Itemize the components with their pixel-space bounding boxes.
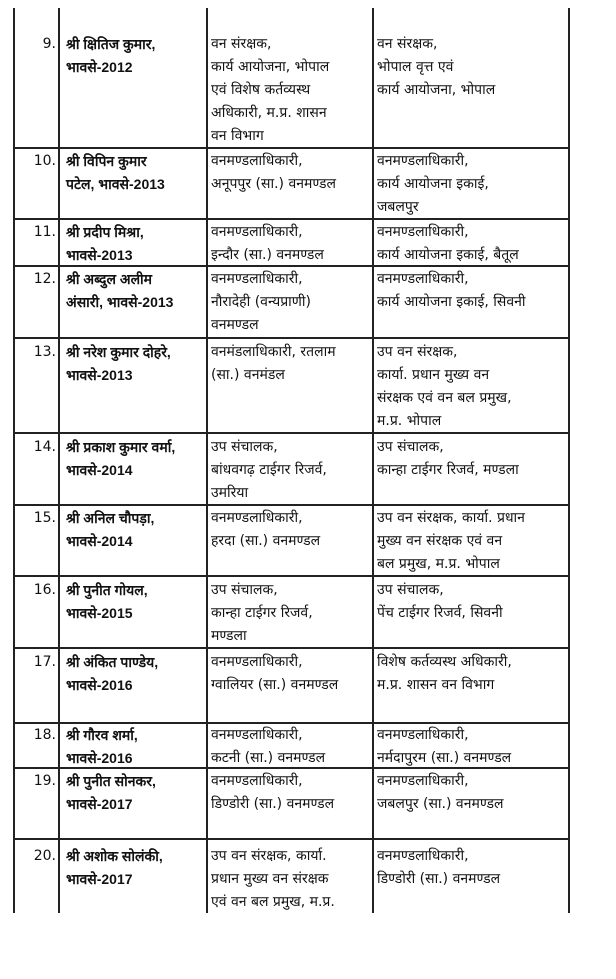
new-posting: उप संचालक, पेंच टाईगर रिजर्व, सिवनी bbox=[377, 582, 503, 621]
current-posting: वनमण्डलाधिकारी, हरदा (सा.) वनमण्डल bbox=[211, 510, 321, 549]
serial-number: 20. bbox=[33, 848, 56, 864]
new-posting: वनमण्डलाधिकारी, कार्य आयोजना इकाई, जबलपुर bbox=[377, 153, 489, 215]
officer-name: श्री अब्दुल अलीम अंसारी, भावसे-2013 bbox=[66, 271, 174, 310]
new-posting: उप वन संरक्षक, कार्या. प्रधान मुख्य वन संरक्षक एवं वन बल प्रमुख, म.प्र. भोपाल bbox=[377, 510, 525, 572]
serial-number: 16. bbox=[33, 582, 56, 598]
new-posting: उप वन संरक्षक, कार्या. प्रधान मुख्य वन संरक्षक एवं वन बल प्रमुख, म.प्र. भोपाल bbox=[377, 344, 512, 429]
officer-name: श्री प्रकाश कुमार वर्मा, भावसे-2014 bbox=[66, 439, 176, 478]
officer-name: श्री अंकित पाण्डेय, भावसे-2016 bbox=[66, 654, 159, 693]
serial-number: 14. bbox=[33, 439, 56, 455]
current-posting: वनमण्डलाधिकारी, कटनी (सा.) वनमण्डल bbox=[211, 727, 326, 766]
serial-number: 9. bbox=[42, 36, 56, 52]
officer-name: श्री नरेश कुमार दोहरे, भावसे-2013 bbox=[66, 344, 171, 383]
officer-name: श्री विपिन कुमार पटेल, भावसे-2013 bbox=[66, 153, 165, 192]
new-posting: विशेष कर्तव्यस्थ अधिकारी, म.प्र. शासन वन विभाग bbox=[377, 654, 512, 693]
current-posting: वन संरक्षक, कार्य आयोजना, भोपाल एवं विशेष कर्तव्यस्थ अधिकारी, म.प्र. शासन वन विभाग bbox=[211, 36, 330, 144]
current-posting: उप संचालक, बांधवगढ़ टाईगर रिजर्व, उमरिया bbox=[211, 439, 327, 501]
officer-name: श्री पुनीत सोनकर, भावसे-2017 bbox=[66, 773, 156, 812]
column-rule-number bbox=[58, 8, 60, 913]
current-posting: वनमण्डलाधिकारी, डिण्डोरी (सा.) वनमण्डल bbox=[211, 773, 335, 812]
current-posting: वनमण्डलाधिकारी, नौरादेही (वन्यप्राणी) वनमण्डल bbox=[211, 271, 311, 333]
current-posting: उप संचालक, कान्हा टाईगर रिजर्व, मण्डला bbox=[211, 582, 313, 644]
officer-name: श्री अनिल चौपड़ा, भावसे-2014 bbox=[66, 510, 155, 549]
row-rule bbox=[13, 337, 570, 339]
new-posting: वनमण्डलाधिकारी, जबलपुर (सा.) वनमण्डल bbox=[377, 773, 504, 812]
row-rule bbox=[13, 838, 570, 840]
new-posting: वन संरक्षक, भोपाल वृत्त एवं कार्य आयोजना, भोपाल bbox=[377, 36, 496, 98]
serial-number: 18. bbox=[33, 727, 56, 743]
serial-number: 13. bbox=[33, 344, 56, 360]
serial-number: 17. bbox=[33, 654, 56, 670]
current-posting: वनमण्डलाधिकारी, ग्वालियर (सा.) वनमण्डल bbox=[211, 654, 339, 693]
new-posting: वनमण्डलाधिकारी, कार्य आयोजना इकाई, बैतूल bbox=[377, 224, 519, 263]
new-posting: उप संचालक, कान्हा टाईगर रिजर्व, मण्डला bbox=[377, 439, 519, 478]
current-posting: उप वन संरक्षक, कार्या. प्रधान मुख्य वन संरक्षक एवं वन बल प्रमुख, म.प्र. bbox=[211, 848, 335, 910]
current-posting: वनमण्डलाधिकारी, अनूपपुर (सा.) वनमण्डल bbox=[211, 153, 337, 192]
current-posting: वनमण्डलाधिकारी, इन्दौर (सा.) वनमण्डल bbox=[211, 224, 324, 263]
serial-number: 12. bbox=[33, 271, 56, 287]
serial-number: 11. bbox=[33, 224, 56, 240]
new-posting: वनमण्डलाधिकारी, नर्मदापुरम (सा.) वनमण्डल bbox=[377, 727, 512, 766]
new-posting: वनमण्डलाधिकारी, कार्य आयोजना इकाई, सिवनी bbox=[377, 271, 526, 310]
column-rule-name bbox=[206, 8, 208, 913]
serial-number: 19. bbox=[33, 773, 56, 789]
officer-name: श्री पुनीत गोयल, भावसे-2015 bbox=[66, 582, 148, 621]
current-posting: वनमंडलाधिकारी, रतलाम (सा.) वनमंडल bbox=[211, 344, 336, 383]
officer-name: श्री प्रदीप मिश्रा, भावसे-2013 bbox=[66, 224, 144, 263]
officer-name: श्री अशोक सोलंकी, भावसे-2017 bbox=[66, 848, 163, 887]
serial-number: 15. bbox=[33, 510, 56, 526]
officer-name: श्री गौरव शर्मा, भावसे-2016 bbox=[66, 727, 138, 766]
serial-number: 10. bbox=[33, 153, 56, 169]
column-rule-left bbox=[13, 8, 15, 913]
officer-name: श्री क्षितिज कुमार, भावसे-2012 bbox=[66, 36, 156, 75]
new-posting: वनमण्डलाधिकारी, डिण्डोरी (सा.) वनमण्डल bbox=[377, 848, 501, 887]
